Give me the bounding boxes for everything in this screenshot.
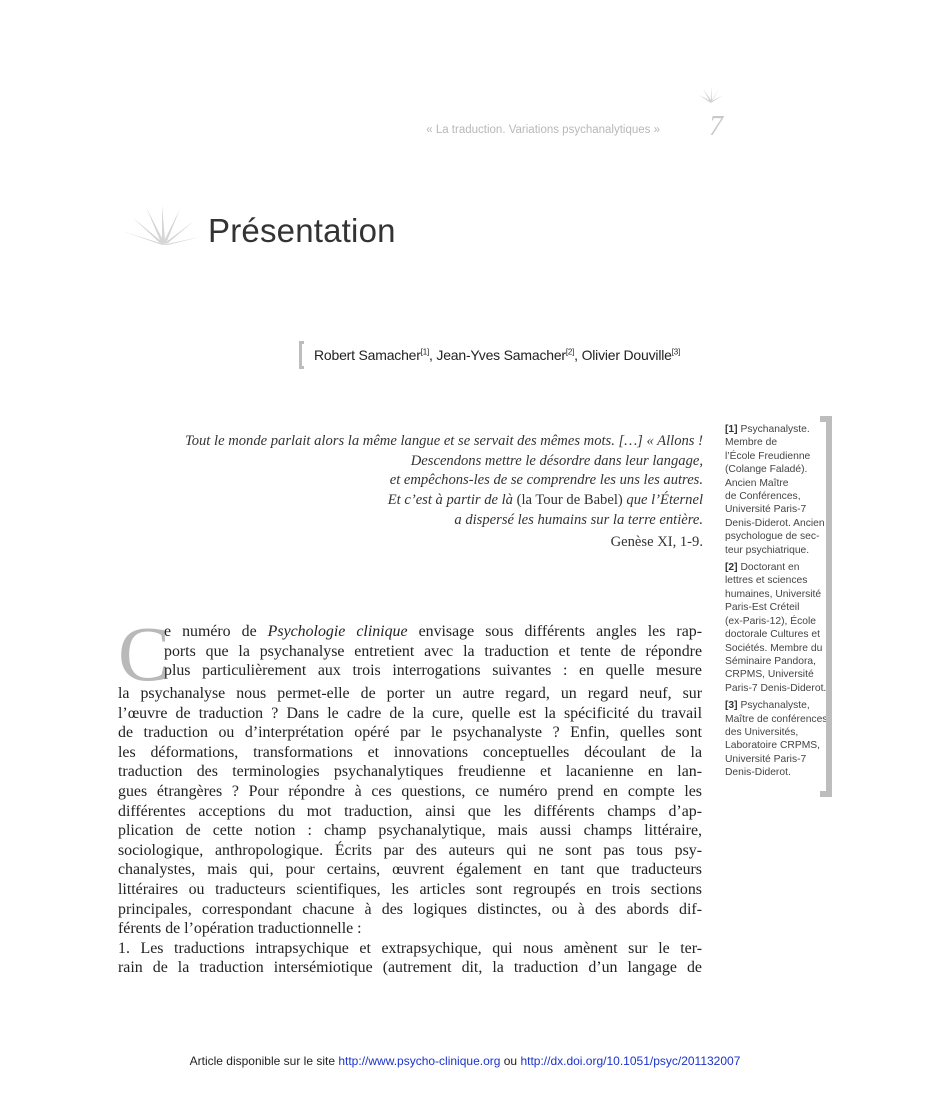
body-line: traduction des terminologies psychanalytiques freudienne et lacanienne en lan- <box>118 763 702 781</box>
note-text: Ancien Maître <box>725 477 789 489</box>
epigraph-fragment: (la Tour de Babel) <box>516 492 623 509</box>
author-name: Jean-Yves Samacher <box>436 347 566 363</box>
body-line: gues étrangères ? Pour répondre à ces questions, ce numéro prend en compte les <box>118 782 702 800</box>
body-line: sociologique, anthropologique. Écrits par des auteurs qui ne sont pas tous psy- <box>118 841 702 859</box>
epigraph-fragment: Et c’est à partir de là <box>387 492 513 509</box>
note-text: l’École Freudienne <box>725 450 811 462</box>
note-text: (ex-Paris-12), École <box>725 615 816 627</box>
note-text: Paris-Est Créteil <box>725 602 800 614</box>
epigraph-reference: Genèse XI, 1-9. <box>610 533 703 550</box>
author-separator: , <box>574 347 582 363</box>
epigraph-line: et empêchons-les de se comprendre les uns les autres. <box>389 472 703 489</box>
fan-ornament-icon <box>697 86 725 104</box>
note-text: Doctorant en <box>740 562 800 574</box>
footer <box>0 1054 930 1068</box>
author-name: Robert Samacher <box>314 347 421 363</box>
body-line: différentes acceptions du mot traduction, ainsi que les différents champs d’ap- <box>118 802 702 820</box>
drop-cap: C <box>118 610 171 697</box>
note-number: [1] <box>725 424 738 435</box>
body-line: chanalystes, mais qui, pour certains, œuvrent également en tant que traducteurs <box>118 861 702 879</box>
note-number: [2] <box>725 562 738 574</box>
body-line: férents de l’opération traductionnelle : <box>118 920 362 938</box>
body-line: principales, correspondant chacune à des logiques distinctes, ou à des abords dif- <box>118 900 702 918</box>
author-list <box>314 347 680 363</box>
fan-ornament-icon <box>122 205 200 247</box>
note-text: teur psychiatrique. <box>725 544 810 556</box>
author-name: Olivier Douville <box>581 347 672 363</box>
running-head: « La traduction. Variations psychanalytiques » <box>426 124 660 136</box>
author-block <box>299 340 680 370</box>
body-line: les déformations, transformations et innovations conceptuelles découlant de la <box>118 743 702 761</box>
footer-text: Article disponible sur le site <box>189 1054 339 1068</box>
note-text: doctorale Cultures et <box>725 629 821 641</box>
author-ref[interactable]: [3] <box>671 347 681 357</box>
body-line: rain de la traduction intersémiotique (autrement dit, la traduction d’un langage de <box>118 959 702 977</box>
body-text <box>118 610 702 978</box>
author-ref[interactable]: [2] <box>565 347 575 357</box>
body-line: de traduction ou d’interprétation opéré par le psychanalyste ? Enfin, quelles sont <box>118 724 702 742</box>
note-text: des Universités, <box>725 726 799 738</box>
note-text: Paris-7 Denis-Diderot. <box>725 682 827 694</box>
body-line: littéraires ou traducteurs scientifiques, les articles sont regroupés en trois sections <box>118 880 702 898</box>
epigraph-line: Tout le monde parlait alors la même langue et se servait des mêmes mots. […] « Allons ! <box>184 433 703 449</box>
author-separator: , <box>429 347 437 363</box>
epigraph-line: Descendons mettre le désordre dans leur langage, <box>410 452 703 469</box>
body-line <box>118 622 702 642</box>
note-text: Denis-Diderot. Ancien <box>725 517 825 529</box>
note-text: Laboratoire CRPMS, <box>725 740 820 752</box>
epigraph-fragment: que l’Éternel <box>626 492 703 509</box>
note-text: Denis-Diderot. <box>725 767 791 779</box>
journal-site-link[interactable]: http://www.psycho-clinique.org <box>338 1054 501 1068</box>
note-text: Université Paris-7 <box>725 753 807 765</box>
body-fragment: e numéro de <box>164 623 268 640</box>
note-text: (Colange Faladé). <box>725 464 808 476</box>
body-line: plus particulièrement aux trois interrogations suivantes : en quelle mesure <box>164 662 702 680</box>
epigraph <box>150 432 703 552</box>
body-line: ports que la psychanalyse entretient avec la traduction et tente de répondre <box>164 642 702 660</box>
note-text: Psychanalyste. <box>740 424 810 435</box>
body-line: l’œuvre de traduction ? Dans le cadre de la cure, quelle est la spécificité du travail <box>118 704 702 722</box>
note-text: Maître de conférences <box>725 713 828 725</box>
epigraph-line <box>150 491 703 511</box>
body-line: 1. Les traductions intrapsychique et extrapsychique, qui nous amènent sur le ter- <box>118 939 702 957</box>
epigraph-line: a dispersé les humains sur la terre entière. <box>454 511 703 528</box>
right-bracket-decoration <box>820 416 832 797</box>
note-text: Membre de <box>725 437 778 449</box>
note-text: Séminaire Pandora, <box>725 655 817 667</box>
footer-text: ou <box>500 1054 521 1068</box>
page-number: 7 <box>709 111 723 142</box>
note-text: humaines, Université <box>725 588 822 600</box>
note-text: lettres et sciences <box>725 575 808 587</box>
note-text: CRPMS, Université <box>725 669 814 681</box>
note-text: de Conférences, <box>725 491 801 503</box>
note-text: psychologue de sec- <box>725 531 820 543</box>
journal-title: Psychologie clinique <box>267 623 408 640</box>
note-text: Psychanalyste, <box>740 700 810 712</box>
body-line: la psychanalyse nous permet-elle de porter un autre regard, un regard neuf, sur <box>118 685 702 702</box>
doi-link[interactable]: http://dx.doi.org/10.1051/psyc/201132007 <box>520 1054 741 1068</box>
body-fragment: envisage sous différents angles les rap- <box>407 623 702 640</box>
note-text: Université Paris-7 <box>725 504 807 516</box>
note-text: Sociétés. Membre du <box>725 642 823 654</box>
left-bracket-decoration <box>299 341 304 369</box>
body-line: plication de cette notion : champ psychanalytique, mais aussi champs littéraire, <box>118 822 702 840</box>
note-number: [3] <box>725 700 738 712</box>
page-title: Présentation <box>208 212 396 249</box>
author-ref[interactable]: [1] <box>420 347 430 357</box>
